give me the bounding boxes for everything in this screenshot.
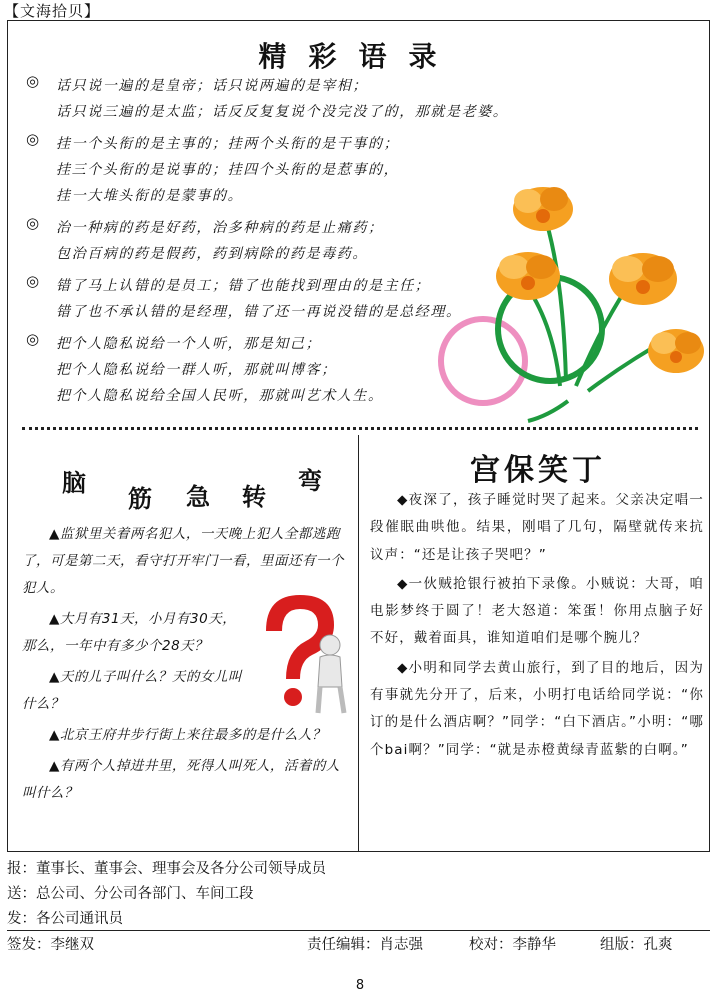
riddles-title-char: 筋 — [128, 484, 152, 513]
flower-icon — [609, 253, 677, 305]
jokes-title: 宫保笑丁 — [470, 453, 606, 488]
riddle-item: ▲天的儿子叫什么？天的女儿叫什么？ — [22, 669, 242, 712]
quote-item — [26, 73, 686, 125]
page-number: 8 — [355, 978, 365, 993]
quote-line: 挂三个头衔的是说事的；挂四个头衔的是惹事的， — [56, 162, 400, 178]
flower-icon — [496, 252, 560, 300]
quote-line: 把个人隐私说给一个人听，那是知己； — [56, 336, 322, 352]
section-tag: 【文海拾贝】 — [4, 2, 101, 20]
quote-line: 把个人隐私说给全国人民听，那就叫艺术人生。 — [56, 388, 384, 404]
riddle-item: ▲监狱里关着两名犯人，一天晚上犯人全都逃跑了，可是第二天，看守打开牢门一看，里面还有一个犯人。 — [22, 526, 344, 596]
quote-line: 把个人隐私说给一群人听，那就叫博客； — [56, 362, 337, 378]
flower-illustration — [428, 171, 708, 431]
issue-to: 发：各公司通讯员 — [7, 911, 123, 927]
quote-line: 挂一大堆头衔的是蒙事的。 — [56, 188, 244, 204]
riddles-title — [28, 461, 348, 511]
quote-line: 错了也不承认错的是经理，错了还一再说没错的是总经理。 — [56, 304, 462, 320]
joke-item: ◆夜深了，孩子睡觉时哭了起来。父亲决定唱一段催眠曲哄他。结果，刚唱了几句，隔壁就传来抗议声：“还是让孩子哭吧？” — [370, 492, 704, 563]
quote-line: 错了马上认错的是员工；错了也能找到理由的是主任； — [56, 278, 431, 294]
riddle-item: ▲北京王府井步行街上来往最多的是什么人？ — [49, 727, 326, 743]
riddles-title-char: 脑 — [62, 468, 86, 497]
riddles-title-char: 转 — [242, 482, 266, 511]
quote-line: 挂一个头衔的是主事的；挂两个头衔的是干事的； — [56, 136, 400, 152]
quote-line: 话只说一遍的是皇帝；话只说两遍的是宰相； — [56, 78, 368, 94]
bullet-icon: ◎ — [26, 272, 40, 290]
send-to: 送：总公司、分公司各部门、车间工段 — [7, 886, 254, 902]
riddle-item: ▲大月有31天，小月有30天，那么，一年中有多少个28天？ — [22, 611, 237, 654]
riddles-title-char: 急 — [186, 482, 210, 511]
dotted-divider — [22, 427, 698, 430]
jokes-body — [370, 487, 704, 764]
joke-item: ◆小明和同学去黄山旅行，到了目的地后，因为有事就先分开了，后来，小明打电话给同学说：“你订的是什么酒店啊？”同学：“白下酒店。”小明：“哪个bai啊？”同学：“就是赤橙黄绿青蓝紫的白啊。” — [370, 659, 704, 758]
quote-line: 包治百病的药是假药，药到病除的药是毒药。 — [56, 246, 368, 262]
bullet-icon: ◎ — [26, 130, 40, 148]
bullet-icon: ◎ — [26, 72, 40, 90]
bullet-icon: ◎ — [26, 214, 40, 232]
layout-editor: 组版：孔爽 — [600, 937, 673, 953]
quotes-title: 精彩语录 — [258, 40, 459, 73]
person-figure-icon — [318, 635, 344, 713]
editor: 责任编辑：肖志强 — [307, 937, 423, 953]
proofreader: 校对：李静华 — [469, 937, 556, 953]
quote-line: 治一种病的药是好药，治多种病的药是止痛药； — [56, 220, 384, 236]
signer: 签发：李继双 — [7, 937, 94, 953]
riddles-title-char: 弯 — [298, 466, 322, 495]
bottom-rule — [7, 930, 710, 931]
flower-icon — [513, 187, 573, 231]
quote-line: 话只说三遍的是太监；话反反复复说个没完没了的，那就是老婆。 — [56, 104, 509, 120]
column-divider — [358, 435, 359, 851]
joke-item: ◆一伙贼抢银行被拍下录像。小贼说：大哥，咱电影梦终于圆了！老大怒道：笨蛋！你用点脑子好不好，戴着面具，谁知道咱们是哪个腕儿？ — [370, 575, 704, 647]
bullet-icon: ◎ — [26, 330, 40, 348]
riddle-item: ▲有两个人掉进井里，死得人叫死人，活着的人叫什么？ — [22, 758, 340, 801]
flower-icon — [648, 329, 704, 373]
question-mark-illustration — [248, 589, 358, 719]
report-to: 报：董事长、董事会、理事会及各分公司领导成员 — [7, 861, 326, 877]
content-frame — [7, 20, 710, 852]
